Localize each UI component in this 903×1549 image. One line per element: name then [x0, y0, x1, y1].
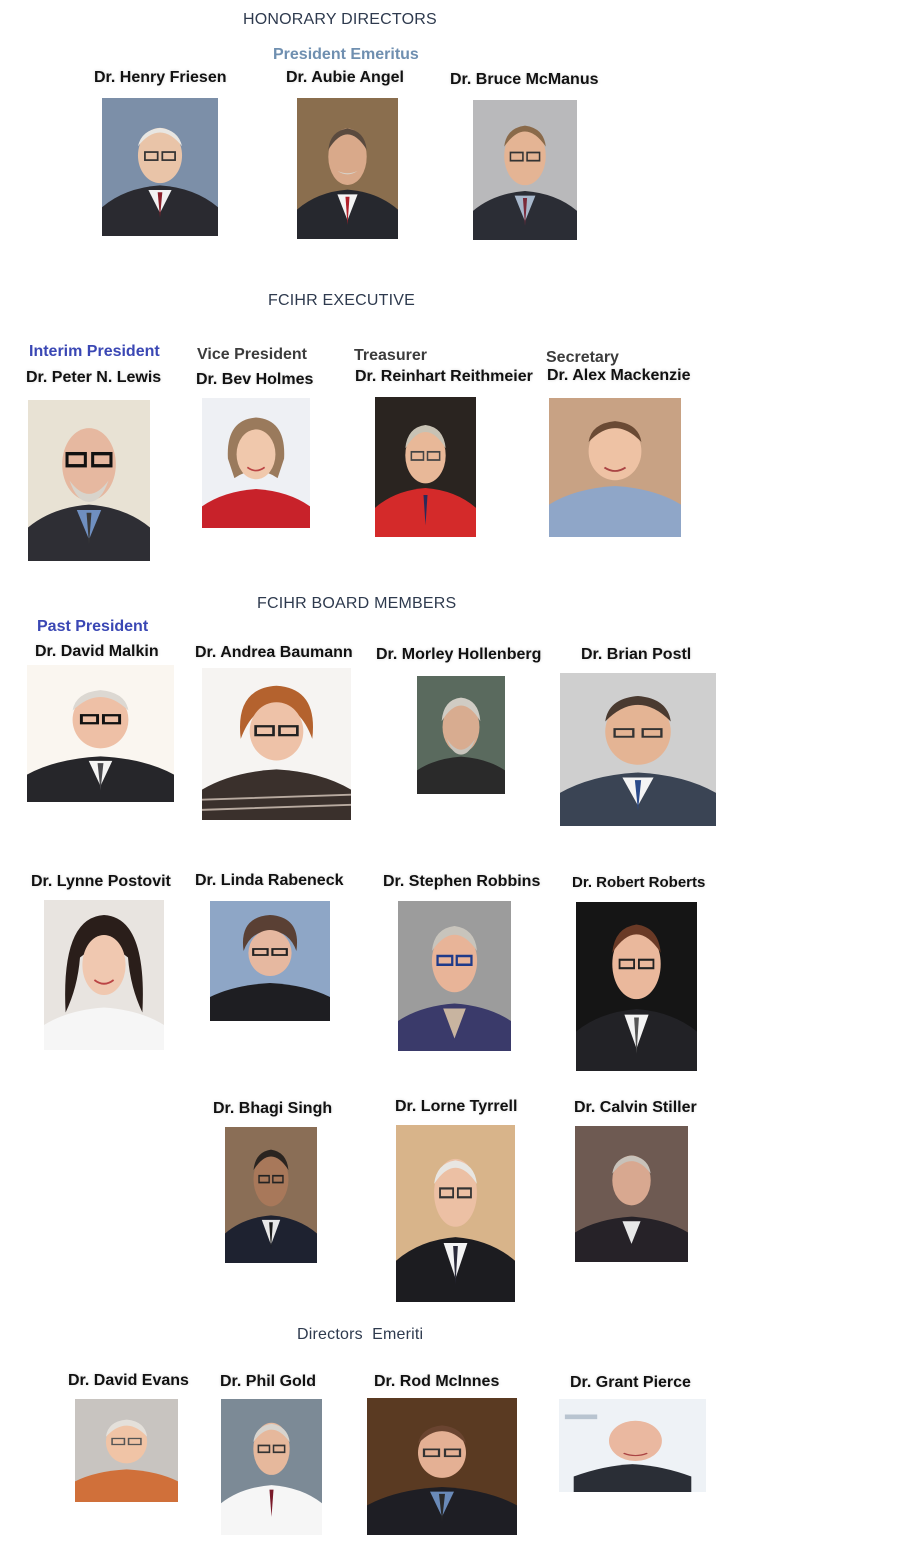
portrait-linda-rabeneck — [210, 901, 330, 1021]
name-linda-rabeneck: Dr. Linda Rabeneck — [195, 872, 344, 889]
portrait-lynne-postovit — [44, 900, 164, 1050]
portrait-brian-postl — [560, 673, 716, 826]
name-brian-postl: Dr. Brian Postl — [581, 646, 692, 663]
name-rod-mcinnes: Dr. Rod McInnes — [374, 1373, 500, 1390]
name-phil-gold: Dr. Phil Gold — [220, 1373, 317, 1390]
portrait-david-evans — [75, 1399, 178, 1502]
portrait-bruce-mcmanus — [473, 100, 577, 240]
name-alex-mackenzie: Dr. Alex Mackenzie — [547, 367, 691, 384]
portrait-stephen-robbins — [398, 901, 511, 1051]
role-past-president: Past President — [37, 618, 149, 635]
portrait-rod-mcinnes — [367, 1398, 517, 1535]
portrait-aubie-angel — [297, 98, 398, 239]
name-henry-friesen: Dr. Henry Friesen — [94, 69, 227, 86]
name-bhagi-singh: Dr. Bhagi Singh — [213, 1100, 333, 1117]
name-andrea-baumann: Dr. Andrea Baumann — [195, 644, 353, 661]
role-vice-president: Vice President — [197, 346, 307, 363]
portrait-alex-mackenzie — [549, 398, 681, 537]
name-peter-n-lewis: Dr. Peter N. Lewis — [26, 369, 162, 386]
portrait-calvin-stiller — [575, 1126, 688, 1262]
portrait-reinhart-reithmeier — [375, 397, 476, 537]
role-president-emeritus: President Emeritus — [273, 46, 419, 63]
role-treasurer: Treasurer — [354, 347, 427, 364]
section-heading-directors-emeriti: Directors Emeriti — [297, 1326, 424, 1343]
portrait-phil-gold — [221, 1399, 322, 1535]
name-morley-hollenberg: Dr. Morley Hollenberg — [376, 646, 542, 663]
portrait-robert-roberts — [576, 902, 697, 1071]
name-stephen-robbins: Dr. Stephen Robbins — [383, 873, 541, 890]
section-heading-fcihr-board-members: FCIHR BOARD MEMBERS — [257, 595, 457, 612]
name-robert-roberts: Dr. Robert Roberts — [572, 874, 706, 891]
portrait-andrea-baumann — [202, 668, 351, 820]
portrait-bhagi-singh — [225, 1127, 317, 1263]
portrait-peter-n-lewis — [28, 400, 150, 561]
name-david-evans: Dr. David Evans — [68, 1372, 189, 1389]
section-heading-honorary-directors: HONORARY DIRECTORS — [243, 11, 437, 28]
name-calvin-stiller: Dr. Calvin Stiller — [574, 1099, 697, 1116]
name-grant-pierce: Dr. Grant Pierce — [570, 1374, 691, 1391]
name-reinhart-reithmeier: Dr. Reinhart Reithmeier — [355, 368, 533, 385]
role-interim-president: Interim President — [29, 343, 160, 360]
name-lorne-tyrrell: Dr. Lorne Tyrrell — [395, 1098, 518, 1115]
name-bruce-mcmanus: Dr. Bruce McManus — [450, 71, 599, 88]
name-bev-holmes: Dr. Bev Holmes — [196, 371, 314, 388]
role-secretary: Secretary — [546, 349, 619, 366]
portrait-henry-friesen — [102, 98, 218, 236]
portrait-lorne-tyrrell — [396, 1125, 515, 1302]
portrait-bev-holmes — [202, 398, 310, 528]
portrait-grant-pierce — [559, 1399, 706, 1492]
name-aubie-angel: Dr. Aubie Angel — [286, 69, 404, 86]
portrait-david-malkin — [27, 665, 174, 802]
name-david-malkin: Dr. David Malkin — [35, 643, 159, 660]
portrait-morley-hollenberg — [417, 676, 505, 794]
name-lynne-postovit: Dr. Lynne Postovit — [31, 873, 171, 890]
section-heading-fcihr-executive: FCIHR EXECUTIVE — [268, 292, 416, 309]
